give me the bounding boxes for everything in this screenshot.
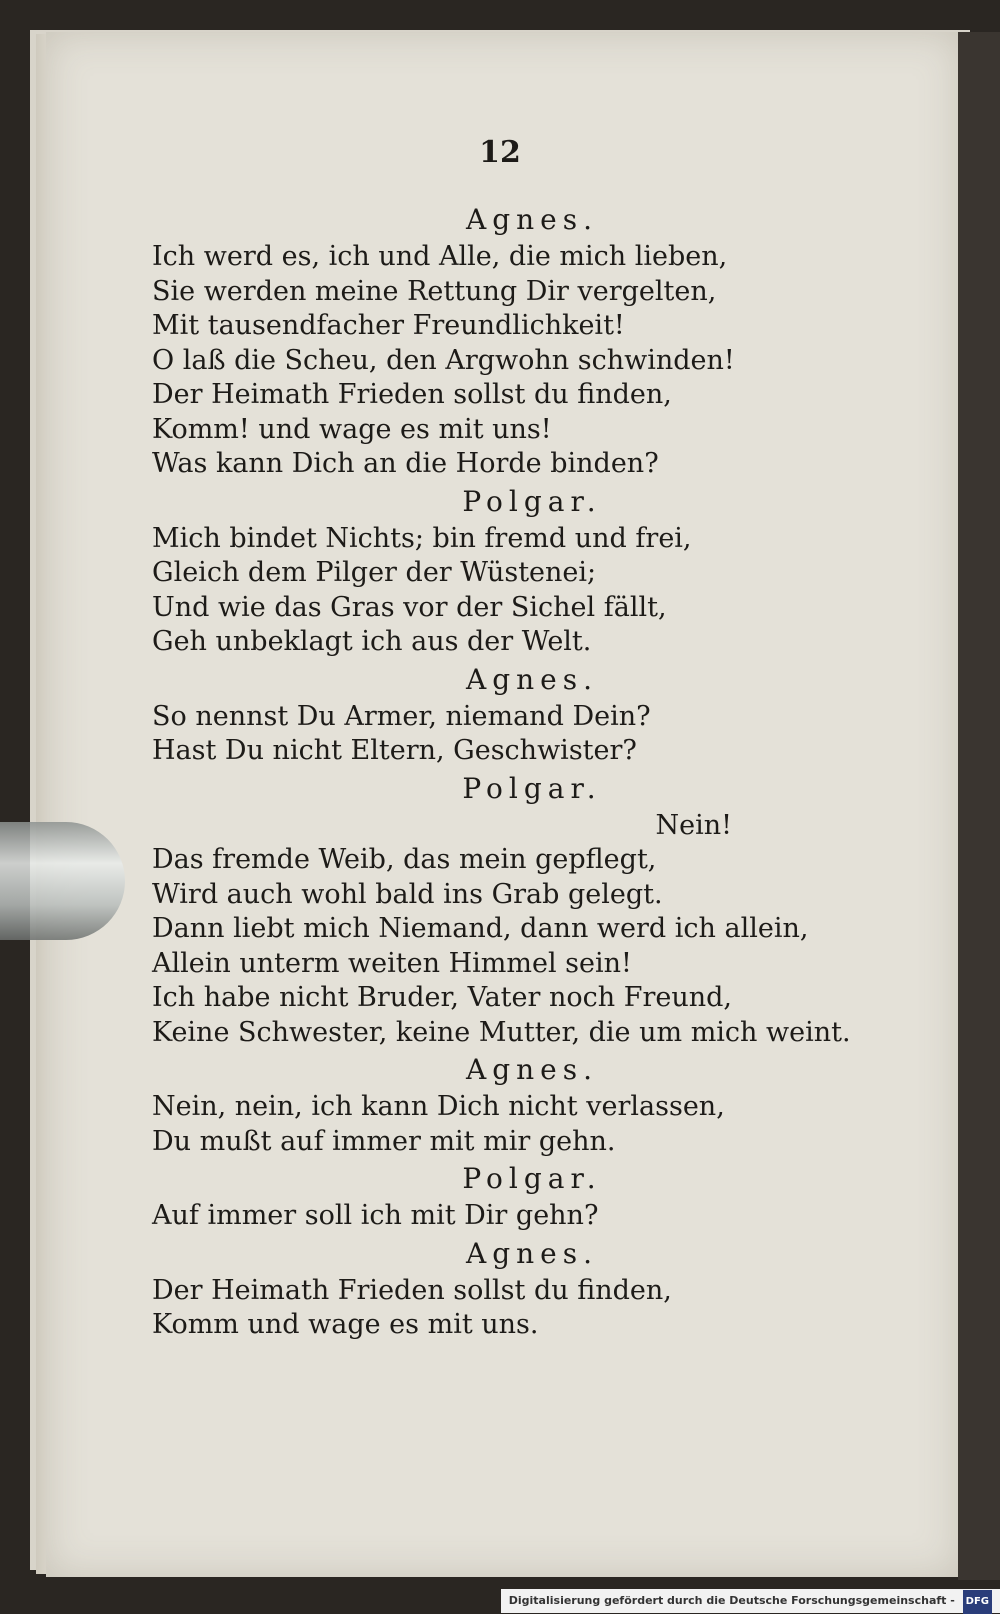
speaker-name: Polgar. — [462, 771, 602, 805]
verse-line: Mich bindet Nichts; bin fremd und frei, — [152, 522, 692, 554]
verse-line: Hast Du nicht Eltern, Geschwister? — [152, 735, 637, 766]
verse-line: Du mußt auf immer mit mir gehn. — [152, 1125, 616, 1157]
next-page-edge — [958, 32, 1000, 1580]
speaker-name: Agnes. — [465, 1053, 599, 1086]
verse-line: O laß die Scheu, den Argwohn schwinden! — [152, 344, 735, 376]
speaker-name: Agnes. — [465, 1236, 599, 1270]
verse-line: Was kann Dich an die Horde binden? — [152, 448, 659, 479]
verse-line: Keine Schwester, keine Mutter, die um mich weint. — [152, 1016, 851, 1048]
page-number: 12 — [479, 135, 521, 170]
verse-line: Komm! und wage es mit uns! — [152, 413, 552, 445]
verse-line: Gleich dem Pilger der Wüstenei; — [152, 557, 597, 588]
poem-text — [152, 200, 852, 1343]
verse-line: Das fremde Weib, das mein gepflegt, — [152, 844, 657, 875]
verse-line: Dann liebt mich Niemand, dann werd ich allein, — [152, 913, 809, 944]
verse-line: Und wie das Gras vor der Sichel fällt, — [152, 591, 667, 623]
verse-line: Ich habe nicht Bruder, Vater noch Freund, — [152, 982, 732, 1013]
verse-line: Nein! — [655, 809, 732, 841]
speaker-name: Polgar. — [462, 1162, 602, 1195]
digitization-footer — [501, 1589, 1000, 1613]
verse-line: Der Heimath Frieden sollst du finden, — [152, 1274, 672, 1306]
verse-line: Allein unterm weiten Himmel sein! — [152, 947, 632, 979]
speaker-name: Agnes. — [465, 662, 599, 696]
dfg-logo-icon: DFG — [963, 1590, 992, 1614]
speaker-name: Agnes. — [465, 203, 599, 236]
verse-line: Mit tausendfacher Freundlichkeit! — [152, 310, 625, 341]
footer-text: Digitalisierung gefördert durch die Deutsche Forschungsgemeinschaft - — [508, 1594, 955, 1607]
verse-line: Komm und wage es mit uns. — [152, 1309, 539, 1340]
verse-line: Wird auch wohl bald ins Grab gelegt. — [152, 878, 663, 910]
verse-line: Ich werd es, ich und Alle, die mich lieben, — [152, 241, 728, 272]
verse-line: Geh unbeklagt ich aus der Welt. — [152, 626, 592, 657]
verse-line: Auf immer soll ich mit Dir gehn? — [152, 1200, 599, 1231]
verse-line: Der Heimath Frieden sollst du finden, — [152, 379, 672, 410]
verse-line: Sie werden meine Rettung Dir vergelten, — [152, 275, 717, 307]
verse-line: Nein, nein, ich kann Dich nicht verlassen, — [152, 1091, 725, 1122]
page-clip — [0, 822, 125, 940]
verse-line: So nennst Du Armer, niemand Dein? — [152, 700, 651, 732]
speaker-name: Polgar. — [462, 484, 602, 518]
